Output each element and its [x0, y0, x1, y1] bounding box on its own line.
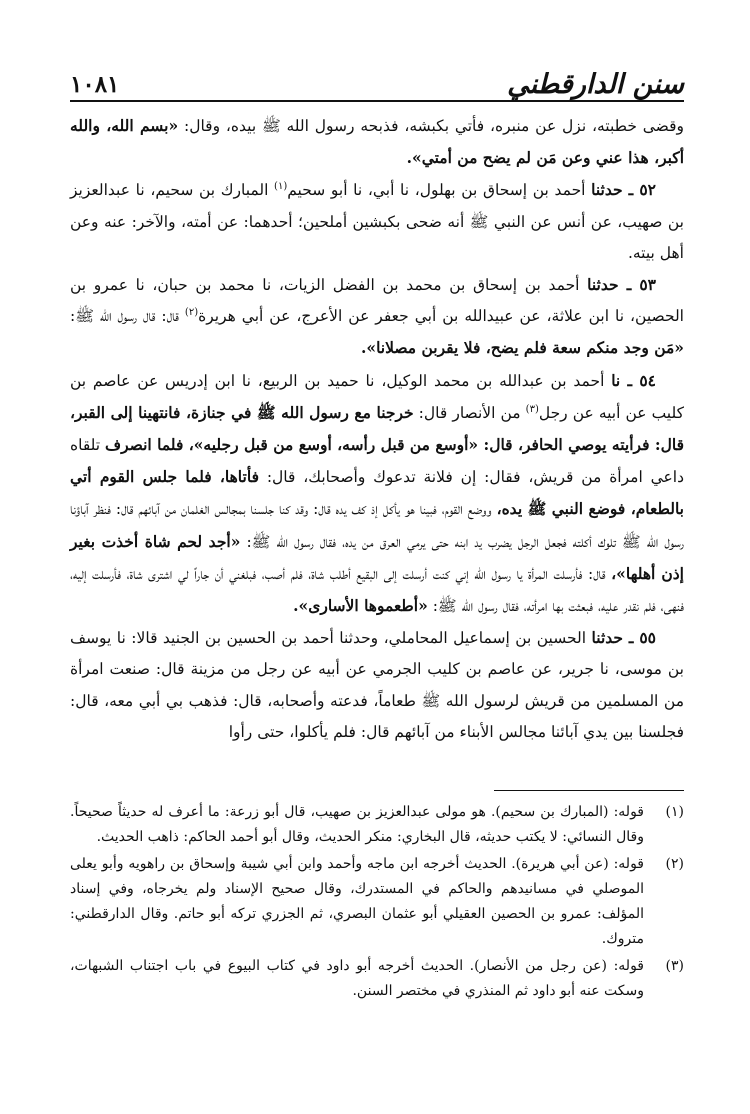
paragraph-continuation [70, 110, 684, 174]
page-number: ١٠٨١ [70, 71, 120, 98]
page-header [70, 56, 684, 102]
footnote-text: قوله: (المبارك بن سحيم). هو مولى عبدالعزيز بن صهيب، قال أبو زرعة: ما أعرف له حديثاً صحيحاً. وقال النسائي: لا يكتب حديثه، قال البخاري: منكر الحديث، وقال أبو أحمد الحاكم: ذاهب الحديث. [70, 804, 644, 845]
main-text [70, 110, 684, 748]
text: ووضع القوم، فبينا هو يأكل إذ كف يده قال: وقد كنا جلسنا بمجالس الغلمان من آبائهم قال: فنظر آباؤنا رسول الله ﷺ تلوك أكلته فجعل الرجل يضرب يد ابنه حتى يرمي العرق من يده، فقال رسول الله ﷺ: [70, 500, 684, 551]
book-title: سنن الدارقطني [507, 69, 684, 100]
hadith-number: ٥٤ ـ نا [611, 370, 656, 390]
text: أحمد بن إسحاق بن بهلول، نا أبي، نا أبو سحيم [287, 181, 592, 200]
hadith-number: ٥٥ ـ حدثنا [591, 628, 657, 648]
footnote-ref: (٢) [184, 307, 199, 319]
footnote-divider [494, 790, 684, 791]
footnote-3 [70, 954, 684, 1004]
text: المبارك بن سحيم، نا عبدالعزيز بن صهيب، عن أنس عن النبي ﷺ أنه ضحى بكبشين أملحين؛ أحدهما: عن أمته، والآخر: عنه وعن أهل بيته. [70, 181, 684, 262]
hadith-quote: فأتاها، فلما جلس القوم أتي بالطعام، فوضع النبي ﷺ يده، [70, 467, 684, 519]
hadith-quote: «أجد لحم شاة أخذت بغير إذن أهلها»، [70, 531, 684, 583]
footnote-ref: (١) [274, 181, 288, 193]
text: أحمد بن إسحاق بن محمد بن الفضل الزيات، نا محمد بن حبان، نا عمرو بن الحصين، نا ابن علاثة، عن عبيدالله بن أبي جعفر عن الأعرج، عن أبي هريرة [70, 276, 684, 326]
hadith-quote: «مَن وجد منكم سعة فلم يضح، فلا يقربن مصلانا». [360, 338, 684, 358]
hadith-quote: «أطعموها الأسارى». [293, 596, 428, 616]
hadith-number: ٥٢ ـ حدثنا [591, 180, 656, 200]
footnote-number: (١) [665, 804, 684, 820]
footnote-text: قوله: (عن رجل من الأنصار). الحديث أخرجه أبو داود في كتاب البيوع في باب اجتناب الشبهات، وسكت عنه أبو داود ثم المنذري في مختصر السنن. [70, 958, 644, 999]
text: وقضى خطبته، نزل عن منبره، فأتي بكبشه، فذبحه رسول الله ﷺ بيده، وقال: [178, 117, 684, 135]
footnote-ref: (٣) [525, 403, 539, 415]
hadith-54 [70, 365, 684, 623]
footnote-number: (٣) [665, 958, 684, 974]
hadith-quote: «بسم الله، والله أكبر، هذا عني وعن مَن لم يضح من أمتي». [70, 116, 684, 168]
hadith-number: ٥٣ ـ حدثنا [587, 275, 657, 295]
text: الحسين بن إسماعيل المحاملي، وحدثنا أحمد بن الحسين بن الجنيد قالا: نا يوسف بن موسى، نا جرير، عن عاصم بن كليب الجرمي عن أبيه عن رجل من مزينة قال: صنعت امرأة من المسلمين من قريش لرسول الله ﷺ طعاماً، فدعته وأصحابه، قال: فذهب بي أبي معه، قال: فجلسنا بين يدي آبائنا مجالس الأبناء من آبائهم قال: فلم يأكلوا، حتى رأوا [70, 629, 684, 741]
hadith-55 [70, 622, 684, 748]
footnote-text: قوله: (عن أبي هريرة). الحديث أخرجه ابن ماجه وأحمد وابن أبي شيبة وإسحاق بن راهويه وأبو يعلى الموصلي في مسانيدهم والحاكم في المستدرك، وقال صحيح الإسناد ولم يخرجاه، وفي إسناد المؤلف: عمرو بن الحصين العقيلي أبو عثمان البصري، ثم الجزري تركه أبو حاتم. وقال الدارقطني: متروك. [70, 856, 644, 947]
footnotes [70, 800, 684, 1006]
text: قال: فأرسلت المرأة يا رسول الله إني كنت أرسلت إلى البقيع أطلب شاة، فلم أصب، فبلغني أن جاراً لي اشترى شاة، فأرسلت إليه، فنهى، فلم نقدر عليه، فبعثت بها امرأته، فقال رسول الله ﷺ: [70, 564, 684, 616]
hadith-53 [70, 269, 684, 365]
hadith-52 [70, 174, 684, 269]
footnote-2 [70, 852, 684, 952]
hadith-quote: خرجنا مع رسول الله ﷺ في جنازة، فانتهينا إلى القبر، قال: فرأيته يوصي الحافر، قال: «أوسع من قبل رأسه، أوسع من قبل رجليه»، فلما انصرف [70, 402, 684, 455]
text: من الأنصار قال: [413, 403, 526, 422]
text: قال: قال رسول الله ﷺ: [70, 307, 185, 326]
text: تلقاه داعي امرأة من قريش، فقال: إن فلانة تدعوك وأصحابك، قال: [69, 436, 684, 487]
text: أحمد بن عبدالله بن محمد الوكيل، نا حميد بن الربيع، نا ابن إدريس عن عاصم بن كليب عن أبيه عن رجل [70, 371, 684, 422]
footnote-number: (٢) [665, 856, 684, 872]
footnote-1 [70, 800, 684, 850]
